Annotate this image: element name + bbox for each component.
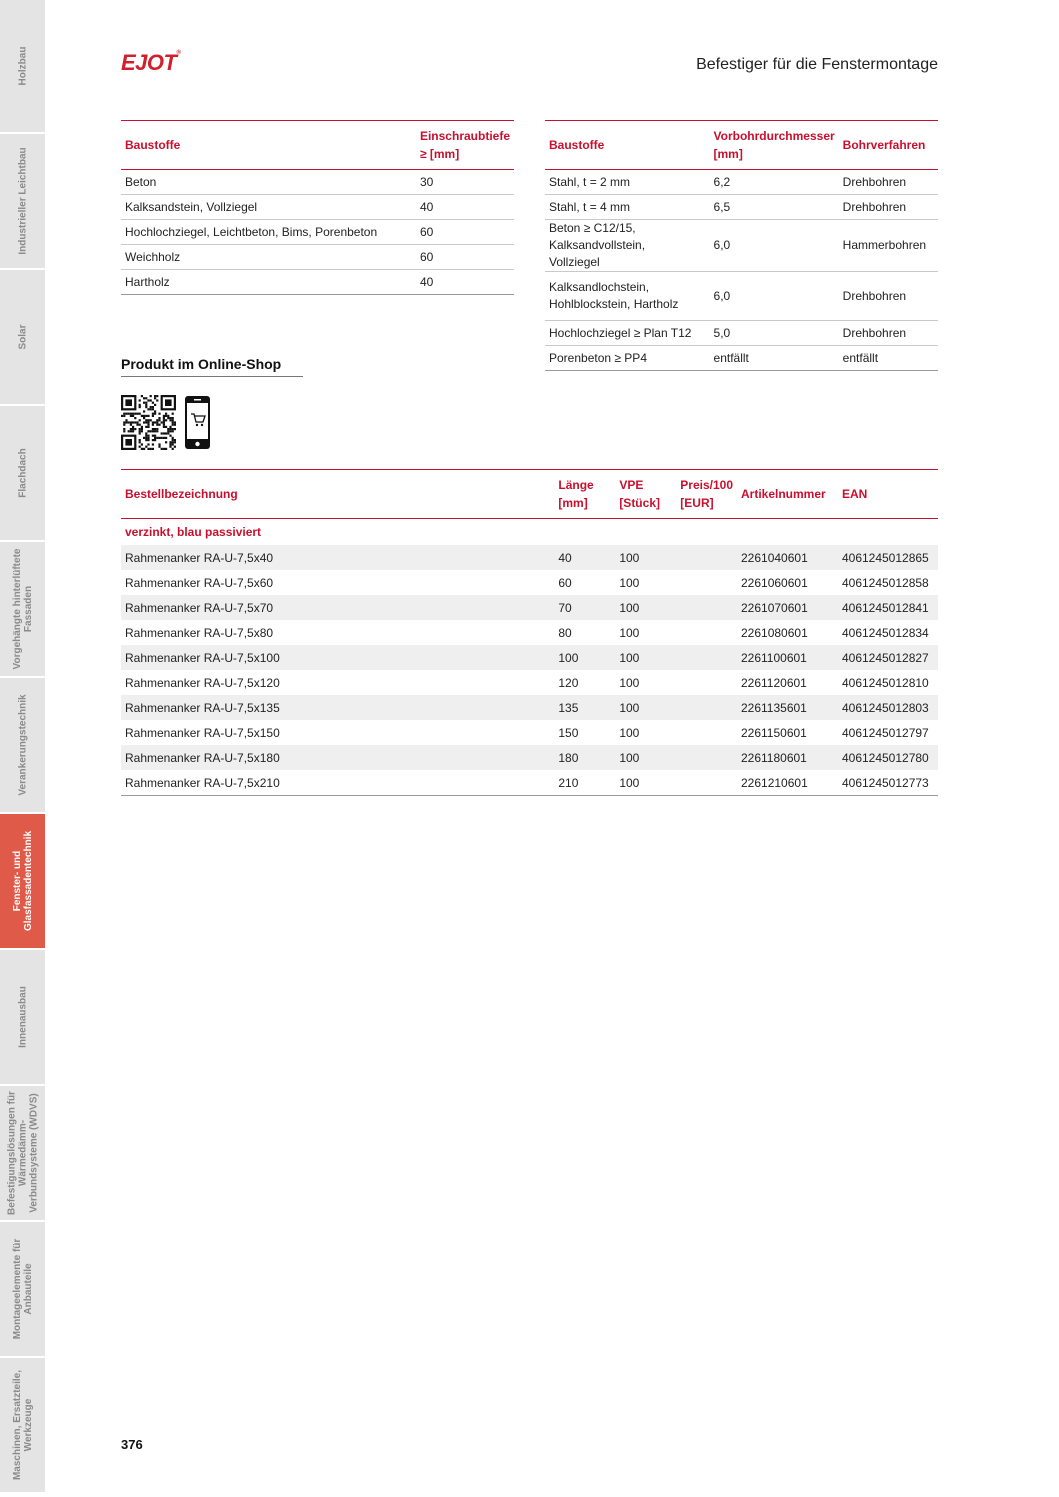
table-cell: Rahmenanker RA-U-7,5x180 bbox=[121, 745, 554, 770]
table-cell: 60 bbox=[558, 575, 572, 590]
table-header-row bbox=[545, 121, 938, 170]
table-cell: 2261060601 bbox=[741, 575, 808, 590]
column-header: Einschraubtiefe ≥ [mm] bbox=[416, 121, 514, 170]
table-cell: 2261135601 bbox=[737, 695, 838, 720]
table-cell: 100 bbox=[615, 545, 676, 570]
table-cell: 4061245012797 bbox=[841, 725, 929, 740]
table-cell: 2261120601 bbox=[741, 675, 807, 690]
table-cell: Kalksandlochstein, Hohlblockstein, Hartholz bbox=[545, 272, 710, 321]
table-cell: 2261150601 bbox=[741, 725, 807, 740]
column-header: Artikelnummer bbox=[737, 470, 838, 519]
column-header: Preis/100 [EUR] bbox=[676, 470, 737, 519]
table-row bbox=[121, 645, 938, 670]
table-cell bbox=[676, 570, 737, 595]
table-cell: 70 bbox=[554, 595, 615, 620]
table-cell: Drehbohren bbox=[839, 321, 938, 346]
sidebar-tab-label: Befestigungslösungen für Wärmedämm-Verbundsysteme (WDVS) bbox=[6, 1091, 39, 1215]
sidebar-tab[interactable] bbox=[0, 1086, 45, 1222]
table-cell: 135 bbox=[554, 695, 615, 720]
order-table bbox=[121, 469, 938, 796]
table-row bbox=[121, 220, 514, 245]
sidebar-tab[interactable] bbox=[0, 1222, 45, 1358]
column-header: Baustoffe bbox=[121, 121, 416, 170]
column-header: Bohrverfahren bbox=[839, 121, 938, 170]
table-cell: 100 bbox=[615, 770, 676, 796]
table-row bbox=[121, 270, 514, 295]
table-row bbox=[545, 195, 938, 220]
sidebar-tab-label: Holzbau bbox=[17, 46, 28, 86]
qr-code-icon[interactable] bbox=[121, 395, 176, 450]
table-cell: 180 bbox=[554, 745, 615, 770]
table-cell: 2261180601 bbox=[737, 745, 838, 770]
table-cell: 6,0 bbox=[710, 272, 839, 321]
table-cell: 2261080601 bbox=[741, 625, 808, 640]
table-cell: Drehbohren bbox=[839, 195, 938, 220]
table-cell: 6,2 bbox=[710, 170, 839, 195]
table-cell: 100 bbox=[619, 675, 640, 690]
table-cell: Hartholz bbox=[121, 270, 416, 295]
table-cell: Hammerbohren bbox=[839, 220, 938, 272]
column-header: Bestellbezeichnung bbox=[121, 470, 554, 519]
table-cell: 60 bbox=[416, 245, 514, 270]
ejot-logo: EJOT® bbox=[121, 50, 181, 75]
sidebar-tab-label: Solar bbox=[17, 324, 28, 350]
table-cell: Rahmenanker RA-U-7,5x80 bbox=[125, 625, 274, 640]
table-row bbox=[121, 195, 514, 220]
table-cell: 100 bbox=[619, 575, 640, 590]
table-cell bbox=[676, 545, 737, 570]
table-cell: 2261070601 bbox=[737, 595, 838, 620]
table-cell bbox=[676, 745, 737, 770]
table-row bbox=[545, 170, 938, 195]
group-row bbox=[121, 519, 938, 546]
table-cell: 100 bbox=[615, 695, 676, 720]
table-cell: Rahmenanker RA-U-7,5x120 bbox=[125, 675, 280, 690]
table-cell: 100 bbox=[615, 745, 676, 770]
table-cell bbox=[676, 645, 737, 670]
sidebar-tab[interactable] bbox=[0, 678, 45, 814]
table-cell: 4061245012780 bbox=[838, 745, 938, 770]
table-cell bbox=[676, 620, 737, 645]
sidebar-tab-label: Montageelemente für Anbauteile bbox=[11, 1238, 34, 1340]
table-cell: Beton bbox=[121, 170, 416, 195]
einschraubtiefe-table bbox=[121, 120, 514, 295]
group-label: verzinkt, blau passiviert bbox=[125, 525, 262, 539]
sidebar-tab-label: Vorgehängte hinterlüftete Fassaden bbox=[11, 548, 34, 670]
table-cell: 6,0 bbox=[710, 220, 839, 272]
table-cell: Drehbohren bbox=[839, 170, 938, 195]
column-header: VPE [Stück] bbox=[615, 470, 676, 519]
table-row bbox=[121, 720, 938, 745]
table-cell: entfällt bbox=[710, 346, 839, 371]
sidebar-tab[interactable] bbox=[0, 950, 45, 1086]
table-cell: Weichholz bbox=[121, 245, 416, 270]
table-cell: 2261040601 bbox=[737, 545, 838, 570]
table-cell: Hochlochziegel, Leichtbeton, Bims, Porenbeton bbox=[121, 220, 416, 245]
table-cell: 4061245012827 bbox=[838, 645, 938, 670]
table-cell: Rahmenanker RA-U-7,5x210 bbox=[121, 770, 554, 796]
table-header-row bbox=[121, 121, 514, 170]
column-header: Baustoffe bbox=[545, 121, 710, 170]
sidebar-tab[interactable] bbox=[0, 1358, 45, 1494]
table-cell: 100 bbox=[619, 725, 640, 740]
table-cell: 4061245012773 bbox=[838, 770, 938, 796]
table-cell: 30 bbox=[416, 170, 514, 195]
sidebar-tab[interactable] bbox=[0, 270, 45, 406]
table-row bbox=[121, 595, 938, 620]
vorbohr-table bbox=[545, 120, 938, 371]
table-cell: 40 bbox=[416, 270, 514, 295]
table-cell bbox=[676, 720, 737, 745]
sidebar-tab-label: Verankerungstechnik bbox=[17, 694, 28, 796]
table-cell: 4061245012803 bbox=[838, 695, 938, 720]
table-row bbox=[121, 170, 514, 195]
table-cell: Rahmenanker RA-U-7,5x60 bbox=[125, 575, 274, 590]
table-cell: Rahmenanker RA-U-7,5x70 bbox=[121, 595, 554, 620]
table-cell: 100 bbox=[615, 645, 676, 670]
table-cell: Rahmenanker RA-U-7,5x150 bbox=[125, 725, 280, 740]
column-header: Vorbohrdurchmesser [mm] bbox=[710, 121, 839, 170]
table-cell: Stahl, t = 2 mm bbox=[545, 170, 710, 195]
sidebar-tab[interactable] bbox=[0, 134, 45, 270]
sidebar-tab[interactable] bbox=[0, 0, 45, 134]
table-row bbox=[121, 770, 938, 796]
sidebar-tab-label: Flachdach bbox=[17, 448, 28, 498]
table-row bbox=[121, 245, 514, 270]
table-cell: 100 bbox=[619, 625, 640, 640]
column-header: Länge [mm] bbox=[554, 470, 615, 519]
table-cell: 2261210601 bbox=[737, 770, 838, 796]
table-cell: 4061245012865 bbox=[838, 545, 938, 570]
sidebar-tab[interactable] bbox=[0, 814, 45, 950]
table-cell: Rahmenanker RA-U-7,5x40 bbox=[121, 545, 554, 570]
table-row bbox=[545, 321, 938, 346]
table-cell: Rahmenanker RA-U-7,5x135 bbox=[121, 695, 554, 720]
table-cell: 40 bbox=[554, 545, 615, 570]
shop-phone-icon[interactable] bbox=[184, 395, 211, 450]
table-cell bbox=[676, 695, 737, 720]
table-cell: 4061245012841 bbox=[838, 595, 938, 620]
table-cell: entfällt bbox=[839, 346, 938, 371]
table-cell: 6,5 bbox=[710, 195, 839, 220]
table-cell: 150 bbox=[558, 725, 579, 740]
sidebar-tab[interactable] bbox=[0, 542, 45, 678]
table-cell: 4061245012858 bbox=[841, 575, 929, 590]
table-row bbox=[545, 346, 938, 371]
table-cell: 4061245012810 bbox=[841, 675, 929, 690]
table-cell: Drehbohren bbox=[839, 272, 938, 321]
table-row bbox=[121, 620, 938, 645]
table-cell: Stahl, t = 4 mm bbox=[545, 195, 710, 220]
table-cell: 100 bbox=[615, 595, 676, 620]
table-cell: 80 bbox=[558, 625, 572, 640]
table-row bbox=[121, 545, 938, 570]
table-cell: 2261100601 bbox=[737, 645, 838, 670]
sidebar-tab-label: Industrieller Leichtbau bbox=[17, 147, 28, 255]
table-row bbox=[121, 695, 938, 720]
table-cell: Rahmenanker RA-U-7,5x100 bbox=[121, 645, 554, 670]
chapter-sidebar bbox=[0, 0, 45, 1497]
table-cell: 5,0 bbox=[710, 321, 839, 346]
table-cell: Hochlochziegel ≥ Plan T12 bbox=[545, 321, 710, 346]
table-cell: 60 bbox=[416, 220, 514, 245]
table-row bbox=[545, 272, 938, 321]
table-row bbox=[545, 220, 938, 272]
table-header-row bbox=[121, 470, 938, 519]
sidebar-tab-label: Maschinen, Ersatzteile, Werkzeuge bbox=[11, 1369, 34, 1481]
table-cell: 210 bbox=[554, 770, 615, 796]
online-shop-heading: Produkt im Online-Shop bbox=[121, 356, 303, 377]
table-cell: Porenbeton ≥ PP4 bbox=[545, 346, 710, 371]
table-cell bbox=[676, 770, 737, 796]
sidebar-tab-label: Fenster- und Glasfassadentechnik bbox=[11, 830, 34, 932]
table-cell: 120 bbox=[558, 675, 579, 690]
table-cell: Kalksandstein, Vollziegel bbox=[121, 195, 416, 220]
table-cell: 100 bbox=[554, 645, 615, 670]
table-cell bbox=[676, 670, 737, 695]
table-row bbox=[121, 670, 938, 695]
table-cell: Beton ≥ C12/15, Kalksandvollstein, Vollziegel bbox=[545, 220, 710, 272]
table-row bbox=[121, 745, 938, 770]
page-number: 376 bbox=[121, 1437, 143, 1452]
table-cell bbox=[676, 595, 737, 620]
sidebar-tab[interactable] bbox=[0, 406, 45, 542]
table-cell: 4061245012834 bbox=[841, 625, 929, 640]
column-header: EAN bbox=[838, 470, 938, 519]
table-row bbox=[121, 570, 938, 595]
table-cell: 40 bbox=[416, 195, 514, 220]
page-title: Befestiger für die Fenstermontage bbox=[696, 56, 938, 73]
sidebar-tab-label: Innenausbau bbox=[17, 986, 28, 1048]
